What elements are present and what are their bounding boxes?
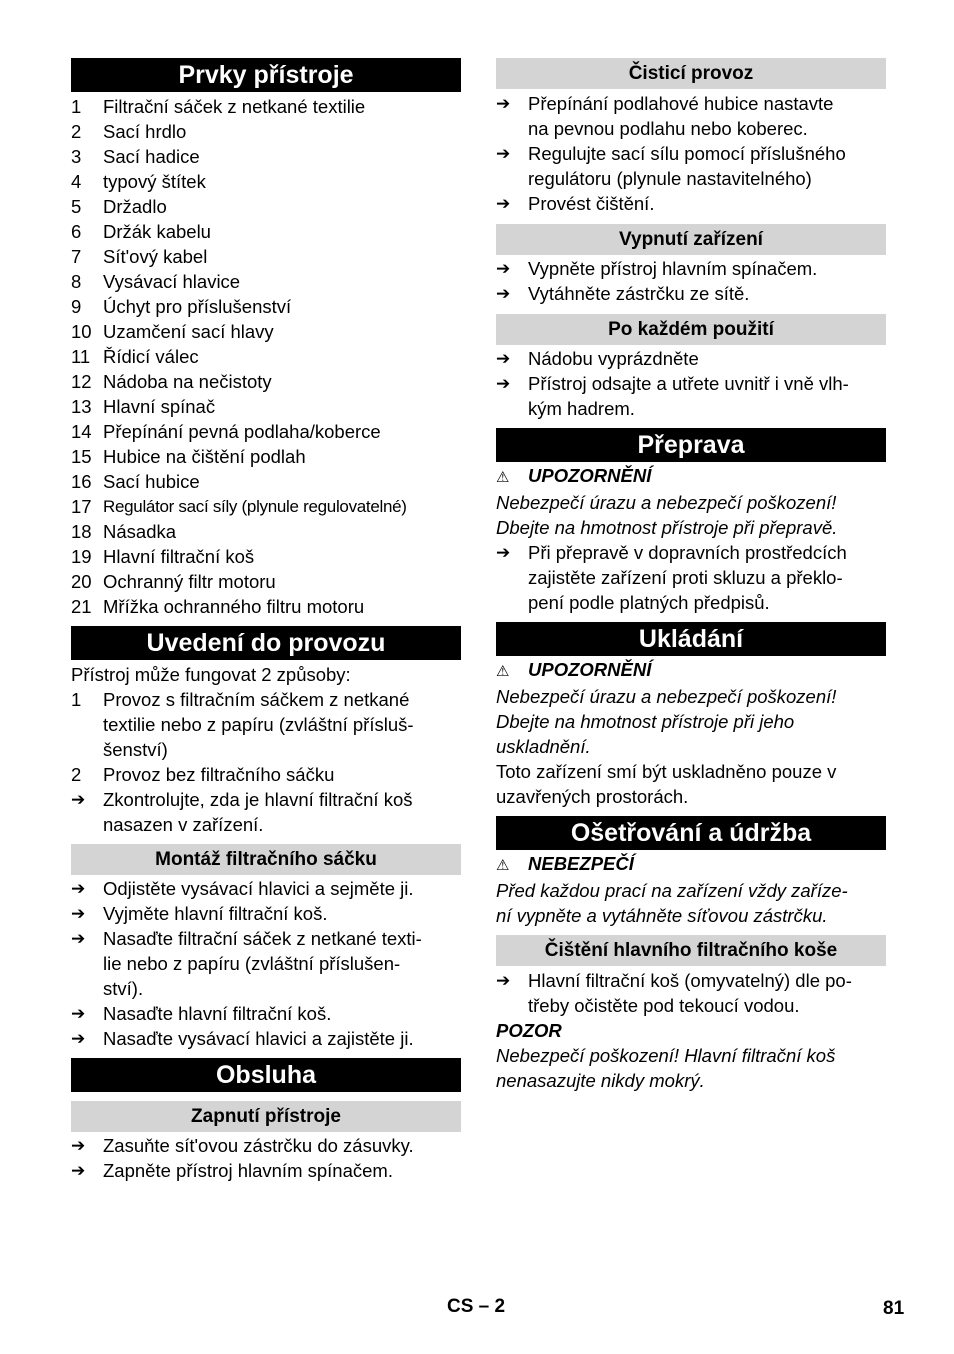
arrow-right-icon: ➔ <box>71 1004 86 1023</box>
arrow-right-icon: ➔ <box>496 194 511 213</box>
list-item: ➔ Zasuňte sít'ovou zástrčku do zásuvky. <box>71 1135 414 1156</box>
list-item: 14 Přepínání pevná podlaha/koberce <box>71 421 381 442</box>
arrow-right-icon: ➔ <box>71 790 86 809</box>
arrow-right-icon: ➔ <box>496 543 511 562</box>
list-item: 2 Provoz bez filtračního sáčku <box>71 764 335 785</box>
list-item: 21 Mřížka ochranného filtru motoru <box>71 596 365 617</box>
list-item: ➔ Nasaďte filtrační sáček z netkané texti- lie nebo z papíru (zvláštní příslušen- ství). <box>71 928 422 999</box>
list-item: 19 Hlavní filtrační koš <box>71 546 255 567</box>
caution-label: POZOR <box>496 1020 562 1041</box>
footer-language-page: CS – 2 <box>447 1296 506 1317</box>
subsection-title-kose: Čištění hlavního filtračního koše <box>496 935 886 966</box>
left-column <box>71 58 461 1183</box>
list-item: ➔ Hlavní filtrační koš (omyvatelný) dle po- třeby očistěte pod tekoucí vodou. <box>496 970 852 1016</box>
list-item: ➔ Vyjměte hlavní filtrační koš. <box>71 903 328 924</box>
list-item: ➔ Nasaďte hlavní filtrační koš. <box>71 1003 332 1024</box>
list-item: ➔ Přístroj odsajte a utřete uvnitř i vně vlh- kým hadrem. <box>496 373 849 419</box>
list-item: ➔ Vytáhněte zástrčku ze sítě. <box>496 283 750 304</box>
list-item: ➔ Zkontrolujte, zda je hlavní filtrační koš nasazen v zařízení. <box>71 789 413 835</box>
intro-text: Přístroj může fungovat 2 způsoby: <box>71 664 351 685</box>
list-item: ➔ Provést čištění. <box>496 193 655 214</box>
parts-list <box>71 94 461 619</box>
section-title-osetrovani: Ošetřování a údržba <box>496 816 886 850</box>
list-item: 15 Hubice na čištění podlah <box>71 446 306 467</box>
list-item: 13 Hlavní spínač <box>71 396 216 417</box>
list-item: 9 Úchyt pro příslušenství <box>71 296 292 317</box>
list-item: 4 typový štítek <box>71 171 206 192</box>
list-item: 8 Vysávací hlavice <box>71 271 241 292</box>
list-item: 18 Násadka <box>71 521 177 542</box>
section-title-preprava: Přeprava <box>496 428 886 462</box>
list-item: ➔ Vypněte přístroj hlavním spínačem. <box>496 258 818 279</box>
list-item: 2 Sací hrdlo <box>71 121 187 142</box>
section-title-ukladani: Ukládání <box>496 622 886 656</box>
arrow-right-icon: ➔ <box>496 259 511 278</box>
arrow-right-icon: ➔ <box>71 1029 86 1048</box>
list-item: 17 Regulátor sací síly (plynule regulovatelné) <box>71 496 407 517</box>
list-item: 3 Sací hadice <box>71 146 200 167</box>
list-item: 6 Držák kabelu <box>71 221 211 242</box>
section-title-uvedeni: Uvedení do provozu <box>71 626 461 660</box>
arrow-right-icon: ➔ <box>496 284 511 303</box>
list-item: ➔ Regulujte sací sílu pomocí příslušného regulátoru (plynule nastavitelného) <box>496 143 846 189</box>
list-item: 1 Filtrační sáček z netkané textilie <box>71 96 366 117</box>
list-item: ➔ Nasaďte vysávací hlavici a zajistěte ji. <box>71 1028 414 1049</box>
footer-page-number: 81 <box>883 1298 905 1319</box>
subsection-title-vypnuti: Vypnutí zařízení <box>496 224 886 255</box>
danger-label: ⚠ NEBEZPEČÍ <box>496 851 886 878</box>
list-item: ➔ Odjistěte vysávací hlavici a sejměte ji. <box>71 878 414 899</box>
warning-label: ⚠ UPOZORNĚNÍ <box>496 463 886 490</box>
subsection-title-montaz: Montáž filtračního sáčku <box>71 844 461 875</box>
list-item: 5 Držadlo <box>71 196 167 217</box>
right-column: Čisticí provoz ➔ Přepínání podlahové hubice nastavte na pevnou podlahu nebo koberec. ➔ Regulujte sací sílu pomocí příslušného regulátoru (plynule nastavitelného) ➔ Provést čištění. Vypnutí zařízení ➔ Vypněte přístroj hlavním spínačem. ➔ Vytáhněte zástrčku ze sítě. Po každém použití ➔ Nádobu vyprázdněte ➔ Přístroj odsajte a utřete uvnitř i vně vlh- kým hadrem. Přeprava ⚠ UPOZORNĚNÍ Nebezpečí úrazu a nebezpečí poškození! Dbejte na hmotnost přístroje při přepravě. ➔ Při přepravě v dopravních prostředcích zajistěte zařízení proti skluzu a překlo- pení podle platných předpisů. Ukládání ⚠ UPOZORNĚNÍ Nebezpečí úrazu a nebezpečí poškození! Dbejte na hmotnost přístroje při jeho uskladnění. Toto zařízení smí být uskladněno pouze v uzavřených prostorách. Ošetřování a údržba ⚠ NEBEZPEČÍ Před každou prací na zařízení vždy zaříze- ní vypněte a vytáhněte síťovou zástrčku. Čištění hlavního filtračního koše ➔ Hlavní filtrační koš (omyvatelný) dle po- třeby očistěte pod tekoucí vodou. POZOR Nebezpečí poškození! Hlavní filtrační koš nenasazujte nikdy mokrý. <box>496 58 886 1093</box>
section-title-prvky: Prvky přístroje <box>71 58 461 92</box>
arrow-right-icon: ➔ <box>71 929 86 948</box>
list-item: 12 Nádoba na nečistoty <box>71 371 272 392</box>
arrow-right-icon: ➔ <box>496 94 511 113</box>
subsection-title-cisteni: Čisticí provoz <box>496 58 886 89</box>
list-item: 7 Sít'ový kabel <box>71 246 208 267</box>
arrow-right-icon: ➔ <box>71 1161 86 1180</box>
list-item: ➔ Nádobu vyprázdněte <box>496 348 699 369</box>
subsection-title-zapnuti: Zapnutí přístroje <box>71 1101 461 1132</box>
list-item: 16 Sací hubice <box>71 471 200 492</box>
subsection-title-po-pouziti: Po každém použití <box>496 314 886 345</box>
arrow-right-icon: ➔ <box>496 971 511 990</box>
list-item: ➔ Při přepravě v dopravních prostředcích zajistěte zařízení proti skluzu a překlo- pení podle platných předpisů. <box>496 542 847 613</box>
list-item: 11 Řídicí válec <box>71 346 199 367</box>
section-title-obsluha: Obsluha <box>71 1058 461 1092</box>
warning-triangle-icon: ⚠ <box>496 857 510 874</box>
warning-triangle-icon: ⚠ <box>496 663 510 680</box>
list-item: 1 Provoz s filtračním sáčkem z netkané textilie nebo z papíru (zvláštní přísluš- šenství) <box>71 689 414 760</box>
list-item: ➔ Zapněte přístroj hlavním spínačem. <box>71 1160 393 1181</box>
list-item: 20 Ochranný filtr motoru <box>71 571 276 592</box>
list-item: ➔ Přepínání podlahové hubice nastavte na pevnou podlahu nebo koberec. <box>496 93 834 139</box>
warning-label: ⚠ UPOZORNĚNÍ <box>496 657 886 684</box>
arrow-right-icon: ➔ <box>71 1136 86 1155</box>
arrow-right-icon: ➔ <box>496 144 511 163</box>
arrow-right-icon: ➔ <box>496 349 511 368</box>
list-item: 10 Uzamčení sací hlavy <box>71 321 274 342</box>
arrow-right-icon: ➔ <box>71 879 86 898</box>
arrow-right-icon: ➔ <box>496 374 511 393</box>
arrow-right-icon: ➔ <box>71 904 86 923</box>
warning-triangle-icon: ⚠ <box>496 469 510 486</box>
